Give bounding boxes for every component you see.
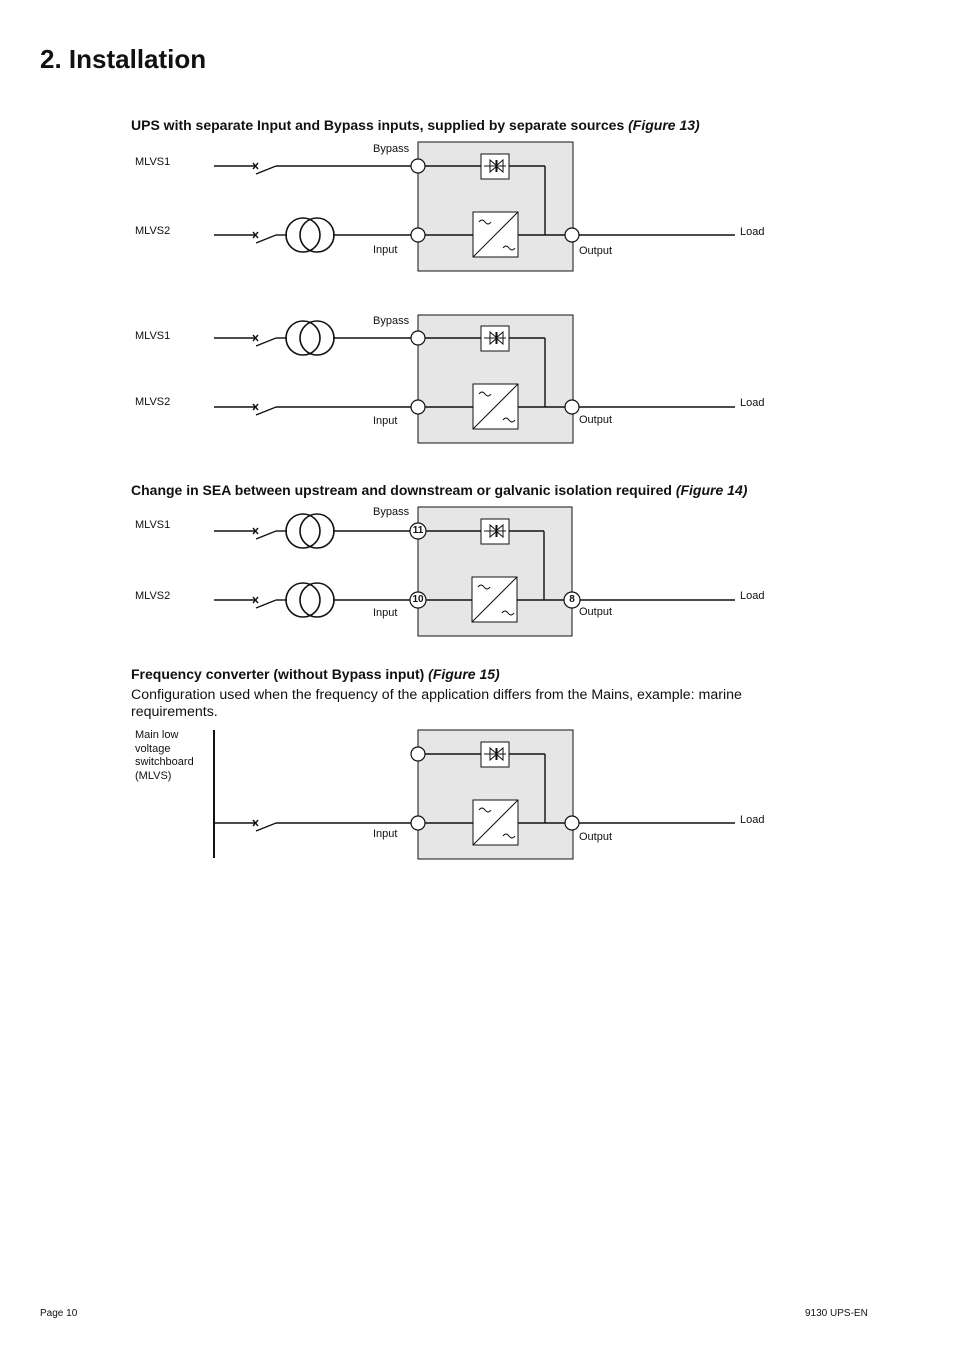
mlvs2-label: MLVS2 — [135, 396, 171, 408]
output-label: Output — [579, 414, 613, 426]
load-label: Load — [740, 590, 765, 602]
document-code: 9130 UPS-EN — [805, 1308, 868, 1319]
mlvs-label-line: voltage — [135, 742, 171, 755]
load-label: Load — [740, 397, 765, 409]
mlvs2-label: MLVS2 — [135, 590, 171, 602]
terminal-11-label: 11 — [412, 525, 424, 536]
input-label: Input — [373, 828, 398, 840]
terminal-10-label: 10 — [412, 594, 424, 605]
bypass-label: Bypass — [373, 506, 410, 518]
static-switch-icon — [481, 742, 509, 767]
input-label: Input — [373, 607, 398, 619]
figure-13-heading-text: UPS with separate Input and Bypass inputs, supplied by separate sources — [131, 117, 625, 133]
bypass-terminal — [411, 747, 425, 761]
bypass-label: Bypass — [373, 143, 410, 155]
mlvs-label-line: (MLVS) — [135, 769, 172, 782]
mlvs1-label: MLVS1 — [135, 519, 171, 531]
output-terminal — [565, 816, 579, 830]
mlvs1-label: MLVS1 — [135, 330, 171, 342]
input-terminal — [411, 816, 425, 830]
figure-15-description: Configuration used when the frequency of the application differs from the Mains, example: marine requirements. — [131, 687, 742, 720]
output-label: Output — [579, 245, 613, 257]
bypass-label: Bypass — [373, 315, 410, 327]
page-number: Page 10 — [40, 1308, 78, 1319]
mlvs-label — [135, 729, 194, 783]
figure-14-heading-text: Change in SEA between upstream and downstream or galvanic isolation required — [131, 482, 672, 498]
input-label: Input — [373, 244, 398, 256]
figure-15-ref: (Figure 15) — [428, 666, 500, 682]
figure-13-ref: (Figure 13) — [628, 117, 700, 133]
converter-icon — [473, 800, 518, 845]
output-label: Output — [579, 831, 613, 843]
load-label: Load — [740, 814, 765, 826]
figure-15-heading-text: Frequency converter (without Bypass input) — [131, 666, 425, 682]
mlvs2-label: MLVS2 — [135, 225, 171, 237]
terminal-8-label: 8 — [569, 594, 575, 605]
load-label: Load — [740, 226, 765, 238]
input-label: Input — [373, 415, 398, 427]
mlvs-label-line: Main low — [135, 729, 179, 741]
figure-14-ref: (Figure 14) — [675, 482, 748, 498]
page-title: 2. Installation — [40, 44, 207, 74]
output-label: Output — [579, 606, 613, 618]
mlvs1-label: MLVS1 — [135, 156, 171, 168]
mlvs-label-line: switchboard — [135, 756, 194, 768]
